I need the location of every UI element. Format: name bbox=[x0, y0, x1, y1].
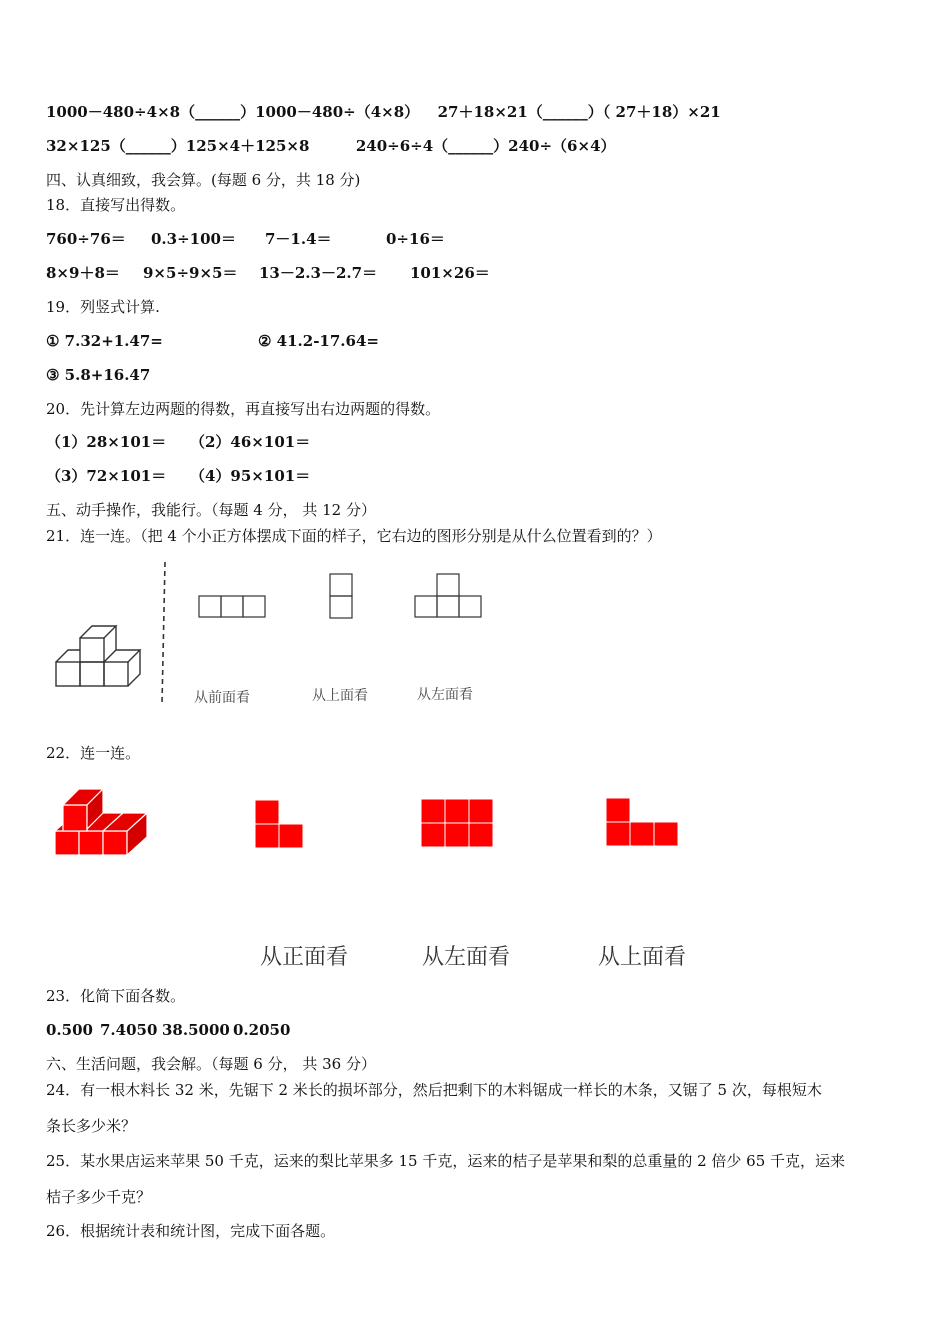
section4-title: 四、认真细致，我会算。(每题 6 分，共 18 分) bbox=[46, 171, 361, 189]
q19-item1: ① 7.32+1.47= bbox=[46, 332, 163, 350]
q18-r1-c3: 7－1.4＝ bbox=[265, 230, 332, 248]
q18-title: 18．直接写出得数。 bbox=[46, 196, 186, 214]
q20-title: 20．先计算左边两题的得数，再直接写出右边两题的得数。 bbox=[46, 400, 441, 418]
q21-figure bbox=[50, 558, 500, 718]
q21-label-top: 从上面看 bbox=[312, 688, 368, 704]
q22-title: 22．连一连。 bbox=[46, 744, 141, 762]
q17-row1-item1: 1000－480÷4×8（______）1000－480÷（4×8） bbox=[46, 103, 420, 121]
q22-red-solid bbox=[55, 789, 147, 855]
q19-item2: ② 41.2-17.64= bbox=[258, 332, 379, 350]
q22-label-top: 从上面看 bbox=[598, 945, 687, 970]
q21-divider bbox=[162, 562, 165, 704]
q18-r2-c4: 101×26＝ bbox=[410, 264, 490, 282]
q20-r1-c2: （2）46×101＝ bbox=[190, 433, 311, 451]
q17-row1-item2: 27＋18×21（______）（ 27＋18）×21 bbox=[437, 103, 721, 121]
q18-r2-c1: 8×9＋8＝ bbox=[46, 264, 120, 282]
q21-title: 21．连一连。（把 4 个小正方体摆成下面的样子，它右边的图形分别是从什么位置看到的？） bbox=[46, 527, 662, 545]
q21-label-front: 从前面看 bbox=[194, 690, 250, 706]
q23-num-2: 7.4050 bbox=[100, 1021, 158, 1039]
q20-r1-c1: （1）28×101＝ bbox=[46, 433, 167, 451]
q23-num-1: 0.500 bbox=[46, 1021, 93, 1039]
q17-row2 bbox=[46, 136, 616, 156]
q22-view-b bbox=[421, 799, 493, 847]
q18-r2-c3: 13－2.3－2.7＝ bbox=[259, 264, 378, 282]
q22-view-a bbox=[255, 800, 303, 848]
q22-view-c bbox=[606, 798, 678, 846]
q18-r1-c4: 0÷16＝ bbox=[386, 230, 445, 248]
q23-title: 23．化简下面各数。 bbox=[46, 987, 186, 1005]
q25-line2: 桔子多少千克？ bbox=[46, 1188, 152, 1206]
q23-num-4: 0.2050 bbox=[233, 1021, 291, 1039]
q24-line1: 24．有一根木料长 32 米，先锯下 2 米长的损坏部分，然后把剩下的木料锯成一样长的木条，又锯了 5 次，每根短木 bbox=[46, 1081, 822, 1099]
q21-view-front bbox=[199, 596, 265, 617]
q21-label-left: 从左面看 bbox=[417, 687, 473, 703]
q20-r2-c2: （4）95×101＝ bbox=[190, 467, 311, 485]
q17-row1 bbox=[46, 102, 721, 122]
q21-cube-stack bbox=[56, 626, 140, 686]
q22-label-front: 从正面看 bbox=[260, 945, 349, 970]
q21-view-left bbox=[415, 574, 481, 617]
section5-title: 五、动手操作，我能行。（每题 4 分， 共 12 分） bbox=[46, 501, 376, 519]
q18-r1-c1: 760÷76＝ bbox=[46, 230, 126, 248]
q20-r2-c1: （3）72×101＝ bbox=[46, 467, 167, 485]
q17-row2-item2: 240÷6÷4（______）240÷（6×4） bbox=[355, 137, 616, 155]
q21-view-top bbox=[330, 574, 352, 618]
section6-title: 六、生活问题，我会解。（每题 6 分， 共 36 分） bbox=[46, 1055, 376, 1073]
q18-r1-c2: 0.3÷100＝ bbox=[151, 230, 236, 248]
q25-line1: 25．某水果店运来苹果 50 千克，运来的梨比苹果多 15 千克，运来的桔子是苹果和梨的总重量的 2 倍少 65 千克，运来 bbox=[46, 1152, 846, 1170]
q18-r2-c2: 9×5÷9×5＝ bbox=[143, 264, 238, 282]
q19-item3: ③ 5.8+16.47 bbox=[46, 366, 151, 384]
q22-label-left: 从左面看 bbox=[422, 945, 511, 970]
q24-line2: 条长多少米？ bbox=[46, 1117, 137, 1135]
q26-title: 26．根据统计表和统计图，完成下面各题。 bbox=[46, 1222, 336, 1240]
q23-num-3: 38.5000 bbox=[162, 1021, 230, 1039]
q22-figure bbox=[50, 783, 700, 973]
q17-row2-item1: 32×125（______）125×4＋125×8 bbox=[46, 137, 310, 155]
q19-title: 19．列竖式计算. bbox=[46, 298, 160, 316]
